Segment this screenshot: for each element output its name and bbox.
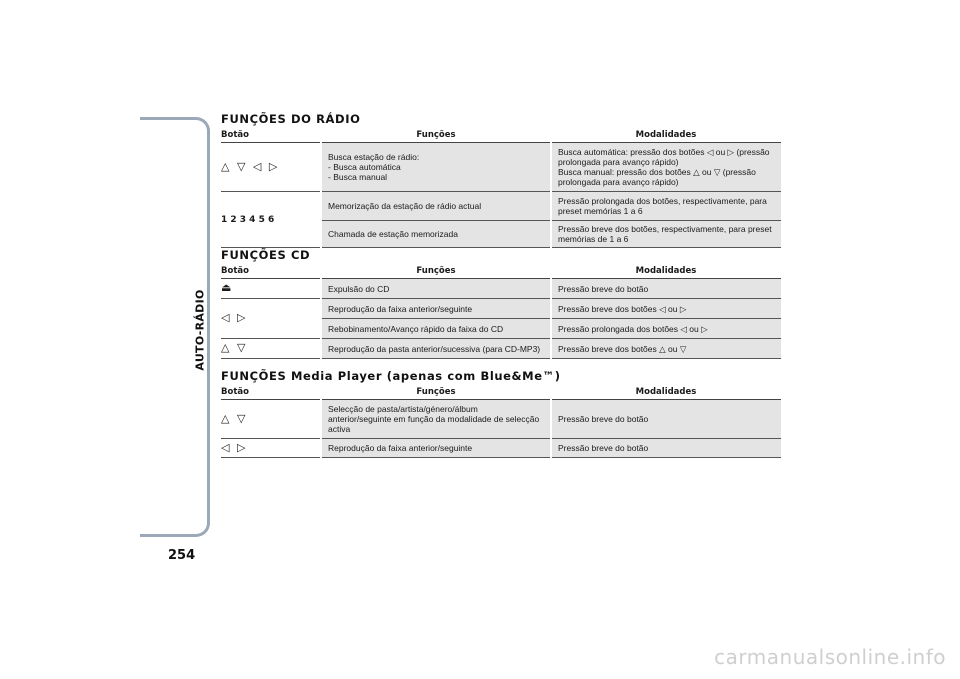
mode-cell: Pressão prolongada dos botões ◁ ou ▷ [551, 319, 781, 339]
mode-line: Busca automática: pressão dos botões ◁ ou ▷ (pressão [558, 147, 770, 157]
function-cell: Expulsão do CD [321, 279, 551, 299]
table-row [221, 339, 781, 359]
col-header-functions: Funções [321, 384, 551, 400]
table-header-row [221, 384, 781, 400]
mode-line: memórias de 1 a 6 [558, 234, 629, 244]
function-cell: Reprodução da faixa anterior/seguinte [321, 299, 551, 319]
radio-functions-table [221, 127, 781, 248]
up-down-arrows-icon: △ ▽ [221, 400, 321, 439]
mode-cell [551, 221, 781, 248]
left-right-arrows-icon: ◁ ▷ [221, 299, 321, 339]
col-header-functions: Funções [321, 263, 551, 279]
eject-icon: ⏏ [221, 279, 321, 299]
function-cell [321, 143, 551, 192]
function-cell: Reprodução da faixa anterior/seguinte [321, 439, 551, 458]
function-line: - Busca automática [328, 162, 401, 172]
function-cell: Rebobinamento/Avanço rápido da faixa do CD [321, 319, 551, 339]
mode-line: Pressão breve dos botões, respectivamente, para preset [558, 224, 772, 234]
radio-section-title: FUNÇÕES DO RÁDIO [221, 112, 361, 126]
mode-line: prolongada para avanço rápido) [558, 177, 679, 187]
mode-cell [551, 192, 781, 221]
function-line: Busca estação de rádio: [328, 152, 420, 162]
function-cell: Memorização da estação de rádio actual [321, 192, 551, 221]
function-cell: Reprodução da pasta anterior/sucessiva (para CD-MP3) [321, 339, 551, 359]
main-content [221, 112, 781, 458]
mode-line: prolongada para avanço rápido) [558, 157, 679, 167]
mode-cell: Pressão breve dos botões ◁ ou ▷ [551, 299, 781, 319]
function-line: - Busca manual [328, 172, 388, 182]
cd-section-title: FUNÇÕES CD [221, 248, 311, 262]
page-number: 254 [168, 548, 196, 563]
left-right-arrows-icon: ◁ ▷ [221, 439, 321, 458]
arrow-keys-icon: △ ▽ ◁ ▷ [221, 159, 280, 173]
table-header-row [221, 263, 781, 279]
table-row [221, 400, 781, 439]
mode-cell: Pressão breve do botão [551, 439, 781, 458]
table-row [221, 299, 781, 319]
function-cell: Chamada de estação memorizada [321, 221, 551, 248]
cd-functions-table [221, 263, 781, 359]
table-row [221, 439, 781, 458]
mode-cell [551, 143, 781, 192]
mode-line: preset memórias 1 a 6 [558, 206, 643, 216]
mode-cell: Pressão breve do botão [551, 279, 781, 299]
media-section-title: FUNÇÕES Media Player (apenas com Blue&Me™) [221, 369, 561, 383]
col-header-modes: Modalidades [551, 384, 781, 400]
function-cell [321, 400, 551, 439]
preset-buttons: 1 2 3 4 5 6 [221, 192, 321, 248]
function-line: anterior/seguinte em função da modalidade de selecção [328, 414, 540, 424]
col-header-functions: Funções [321, 127, 551, 143]
table-row [221, 192, 781, 221]
mode-line: Pressão prolongada dos botões, respectivamente, para [558, 196, 767, 206]
mode-cell: Pressão breve dos botões △ ou ▽ [551, 339, 781, 359]
button-glyphs [221, 143, 321, 192]
media-functions-table [221, 384, 781, 458]
function-line: Selecção de pasta/artista/género/álbum [328, 404, 478, 414]
col-header-button: Botão [221, 127, 321, 143]
col-header-modes: Modalidades [551, 127, 781, 143]
function-line: activa [328, 424, 351, 434]
mode-line: Busca manual: pressão dos botões △ ou ▽ (pressão [558, 167, 756, 177]
col-header-modes: Modalidades [551, 263, 781, 279]
watermark: carmanualsonline.info [714, 645, 946, 669]
section-side-label: AUTO-RÁDIO [193, 289, 207, 371]
table-row [221, 143, 781, 192]
table-row [221, 279, 781, 299]
up-down-arrows-icon: △ ▽ [221, 339, 321, 359]
table-header-row [221, 127, 781, 143]
col-header-button: Botão [221, 263, 321, 279]
col-header-button: Botão [221, 384, 321, 400]
mode-cell: Pressão breve do botão [551, 400, 781, 439]
